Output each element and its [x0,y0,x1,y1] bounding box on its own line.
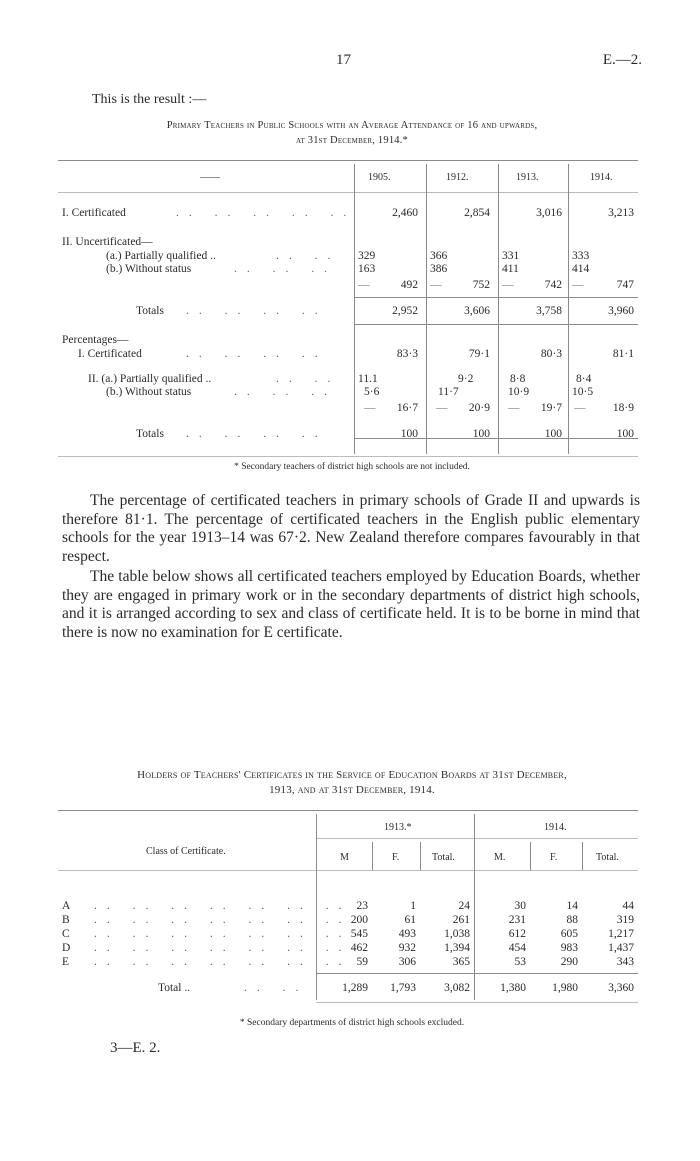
total-m-1913: 1,289 [342,982,368,994]
pct-without-1912: 11·7 [438,386,459,398]
totals-1912: 3,606 [464,305,490,317]
dash: — [436,402,448,414]
total-f-1913: 1,793 [390,982,416,994]
table1-top-rule [58,160,638,161]
leader-dots: .. .. .. .. .. .. .. [94,928,352,940]
row-certificated-label: I. Certificated [62,207,126,219]
table1-col-1913: 1913. [516,172,539,183]
certificate-class-label: D [62,942,71,954]
pct-partial-1913: 8·8 [510,373,526,385]
table2-total-label: Total .. [158,982,191,994]
pct-partial-1914: 8·4 [576,373,592,385]
table2-cell: 1 [410,900,416,912]
leader-dots: .. .. .. .. .. .. .. [94,956,352,968]
pct-without-1913: 10·9 [508,386,530,398]
subcol-f-1913: F. [392,852,400,863]
table2-cell: 1,394 [444,942,470,954]
dash: — [364,402,376,414]
without-1914: 414 [572,263,590,275]
table2-title-line1: Holders of Teachers' Certificates in the Service of Education Boards at 31st December, [137,769,567,781]
table1-col-divider-3 [498,164,499,454]
leader-dots: .. .. [276,250,341,262]
totals-1914: 3,960 [608,305,634,317]
table2-cell: 932 [398,942,416,954]
table2-cell: 200 [350,914,368,926]
percentages-label: Percentages— [62,334,129,346]
table2-total-rule [316,973,638,974]
table2-cell: 612 [508,928,526,940]
table2-cell: 290 [560,956,578,968]
certificate-class-label: E [62,956,70,968]
table2-title-line2: 1913, and at 31st December, 1914. [269,784,435,796]
table1-corner: —— [200,172,220,183]
leader-dots: .. .. .. [234,263,337,275]
document-code: E.—2. [602,52,642,68]
pct-sum-1912: 20·9 [468,402,490,414]
subcol-m-1914: M. [494,852,506,863]
totals-1905: 2,952 [392,305,418,317]
certificate-class-label: A [62,900,71,912]
primary-teachers-table [58,160,638,465]
uncert-sum-1905: 492 [400,279,418,291]
table2-cell: 24 [458,900,470,912]
table2-cell: 605 [560,928,578,940]
table1-bottom-rule [58,456,638,457]
subcol-f-1914: F. [550,852,558,863]
total-m-1914: 1,380 [500,982,526,994]
pct-cert-1913: 80·3 [540,348,562,360]
pct-sum-1905: 16·7 [396,402,418,414]
cert-1912: 2,854 [464,207,490,219]
table1-title-line1: Primary Teachers in Public Schools with an Average Attendance of 16 and upwards, [166,120,538,131]
cert-1905: 2,460 [392,207,418,219]
pct-without-label: (b.) Without status [106,386,192,398]
partial-label: (a.) Partially qualified .. [106,250,216,262]
intro-text: This is the result :— [92,92,207,107]
pct-totals-label: Totals [136,428,164,440]
table1-col-divider-4 [568,164,569,454]
table1-title [62,118,642,148]
table2-bottom-rule [316,1002,638,1003]
dash: — [574,402,586,414]
subcol-m-1913: M [340,852,349,863]
subcol-total-1914: Total. [596,852,619,863]
table2-footnote: * Secondary departments of district high schools excluded. [239,1018,465,1028]
partial-1912: 366 [430,250,448,262]
dash: — [572,279,584,291]
table2-title [62,768,642,798]
table1-title-line2: at 31st December, 1914.* [295,135,409,146]
table1-col-1912: 1912. [446,172,469,183]
total-f-1914: 1,980 [552,982,578,994]
without-1905: 163 [358,263,376,275]
pct-totals-1905: 100 [400,428,418,440]
table1-totals-rule [354,297,638,298]
paragraph-percentage: The percentage of certificated teachers in primary schools of Grade II and upwards is therefore 81·1. The percentage of certificated teachers in the English public elementary schools for the year 1913–14 was 67·2. New Zealand therefore compares favourably in that respect. [62,492,640,565]
dash: — [358,279,370,291]
table2-cell: 44 [622,900,634,912]
partial-1905: 329 [358,250,376,262]
uncert-sum-1912: 752 [472,279,490,291]
leader-dots: .. .. .. .. .. .. .. [94,942,352,954]
dash: — [502,279,514,291]
uncert-sum-1914: 747 [616,279,634,291]
table2-cell: 88 [566,914,578,926]
leader-dots: .. .. .. .. [186,305,328,317]
pct-sum-1914: 18·9 [612,402,634,414]
table2-cell: 1,038 [444,928,470,940]
leader-dots: .. .. .. [234,386,337,398]
leader-dots: .. .. .. .. [186,428,328,440]
paragraph-table-description: The table below shows all certificated teachers employed by Education Boards, whether they are engaged in primary work or in the secondary departments of district high schools, and it is arranged according to sex and class of certificate held. It is to be borne in mind that there is now no examination for E certificate. [62,568,640,641]
leader-dots: .. .. [276,373,341,385]
table2-top-rule [58,810,638,811]
certificate-class-label: B [62,914,70,926]
table2-cell: 983 [560,942,578,954]
pct-cert-1905: 83·3 [396,348,418,360]
table2-cell: 53 [514,956,526,968]
uncert-sum-1913: 742 [544,279,562,291]
table2-cell: 30 [514,900,526,912]
dash: — [430,279,442,291]
table2-cell: 319 [616,914,634,926]
leader-dots: .. .. [244,982,309,994]
class-of-certificate-header: Class of Certificate. [146,846,226,857]
table2-cell: 61 [404,914,416,926]
table1-footnote: * Secondary teachers of district high schools are not included. [234,462,470,472]
uncertificated-label: II. Uncertificated— [62,236,153,248]
leader-dots: .. .. .. .. [186,348,328,360]
totals-1913: 3,758 [536,305,562,317]
total-total-1913: 3,082 [444,982,470,994]
page-number: 17 [336,52,351,68]
pct-partial-1912: 9·2 [458,373,474,385]
table2-cell: 14 [566,900,578,912]
table2-year-1914: 1914. [544,822,567,833]
table1-col-1914: 1914. [590,172,613,183]
partial-1914: 333 [572,250,590,262]
pct-partial-1905: 11.1 [358,373,378,385]
pct-partial-label: II. (a.) Partially qualified .. [88,373,212,385]
table2-subcol-divider [372,842,373,870]
partial-1913: 331 [502,250,520,262]
pct-without-1914: 10·5 [572,386,594,398]
pct-totals-1914: 100 [616,428,634,440]
table2-cell: 1,437 [608,942,634,954]
subcol-total-1913: Total. [432,852,455,863]
table1-col-1905: 1905. [368,172,391,183]
table2-year-1913: 1913.* [384,822,412,833]
table2-cell: 59 [356,956,368,968]
leader-dots: .. .. .. .. .. .. .. [94,900,352,912]
table2-cell: 231 [508,914,526,926]
table2-cell: 23 [356,900,368,912]
certificate-class-label: C [62,928,70,940]
pct-totals-1912: 100 [472,428,490,440]
table2-cell: 365 [452,956,470,968]
signature-mark: 3—E. 2. [110,1040,161,1056]
pct-without-1905: 5·6 [364,386,380,398]
without-1912: 386 [430,263,448,275]
leader-dots: .. .. .. .. .. .. .. [94,914,352,926]
table2-cell: 462 [350,942,368,954]
table2-subcol-divider [582,842,583,870]
table2-cell: 454 [508,942,526,954]
table2-cell: 306 [398,956,416,968]
table2-cell: 545 [350,928,368,940]
leader-dots: .. .. .. .. .. [176,207,357,219]
cert-1913: 3,016 [536,207,562,219]
table2-year-rule [316,838,638,839]
dash: — [508,402,520,414]
table2-cell: 1,217 [608,928,634,940]
table2-cell: 343 [616,956,634,968]
table1-col-divider-2 [426,164,427,454]
pct-sum-1913: 19·7 [540,402,562,414]
table2-subcol-divider [530,842,531,870]
total-total-1914: 3,360 [608,982,634,994]
table2-subcol-divider [420,842,421,870]
pct-cert-1912: 79·1 [468,348,490,360]
pct-cert-label: I. Certificated [78,348,142,360]
cert-1914: 3,213 [608,207,634,219]
without-1913: 411 [502,263,519,275]
certificate-holders-table [58,810,638,1020]
table2-cell: 261 [452,914,470,926]
table1-header-rule [58,192,638,193]
table2-cell: 493 [398,928,416,940]
totals-label: Totals [136,305,164,317]
pct-totals-1913: 100 [544,428,562,440]
table1-totals-rule-2 [354,324,638,325]
table2-header-rule [58,870,638,871]
without-label: (b.) Without status [106,263,192,275]
pct-cert-1914: 81·1 [612,348,634,360]
